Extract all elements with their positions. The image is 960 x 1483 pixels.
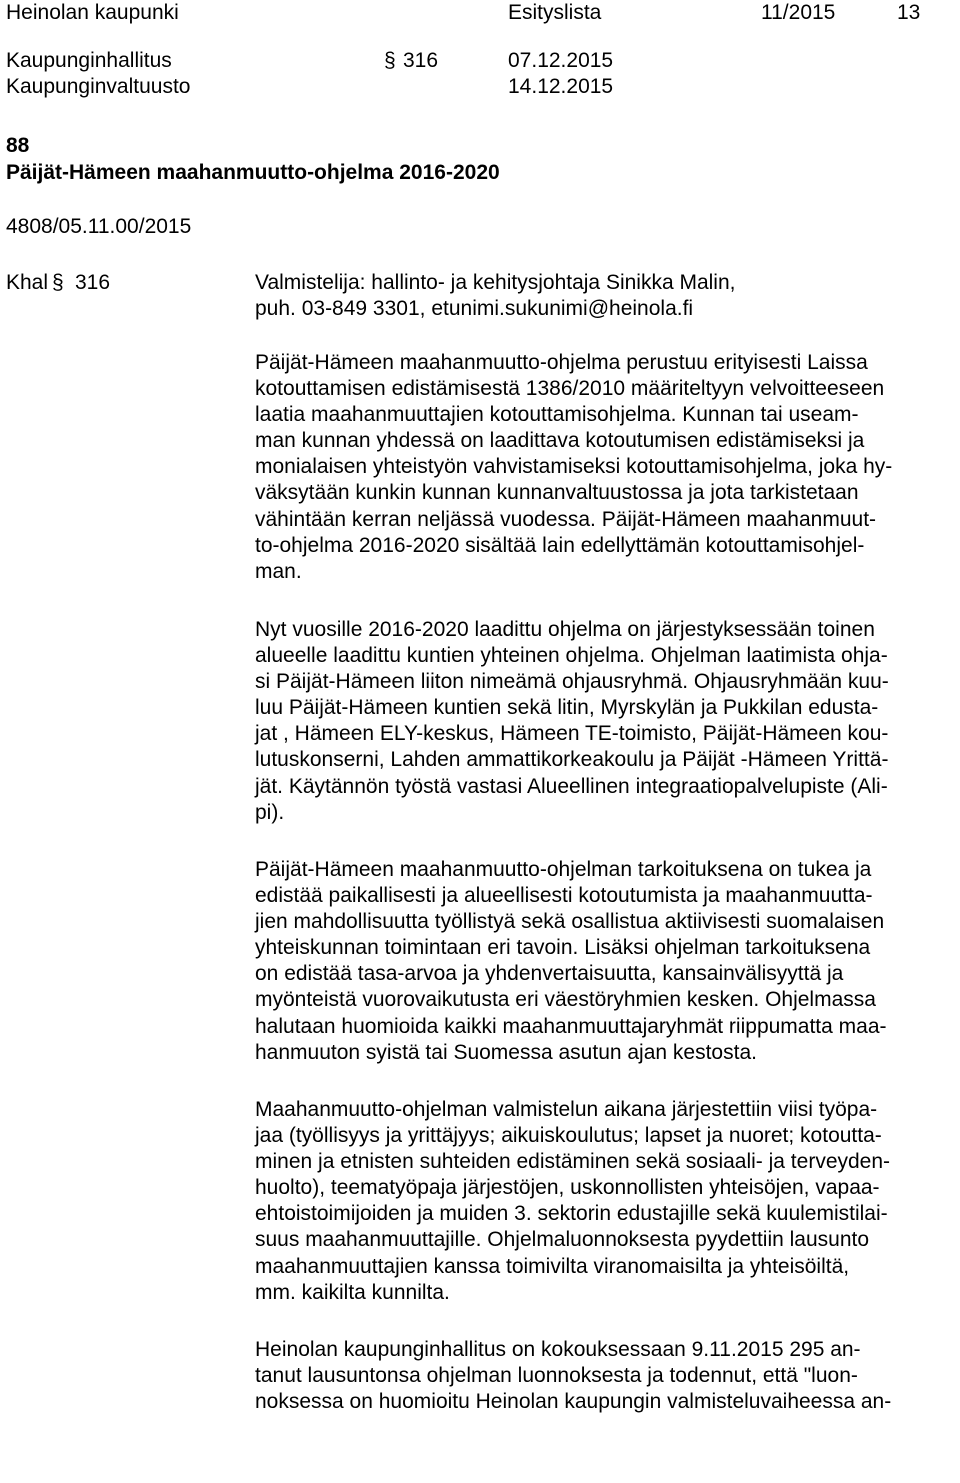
paragraph [255,1337,955,1415]
paragraph-line: to-ohjelma 2016-2020 sisältää lain edellyttämän kotouttamisohjel- [255,533,865,557]
paragraph-line: monialaisen yhteistyön vahvistamiseksi kotouttamisohjelma, joka hy- [255,455,893,479]
paragraph-line: myönteistä vuorovaikutusta eri väestöryhmien kesken. Ohjelmassa [255,988,876,1012]
paragraph-line: alueelle laadittu kuntien yhteinen ohjelma. Ohjelman laatimista ohja- [255,644,888,668]
paragraph-line: maahanmuuttajien kanssa toimivilta viranomaisilta ja yhteisöiltä, [255,1254,850,1278]
item-title: Päijät-Hämeen maahanmuutto-ohjelma 2016-2020 [6,161,500,184]
paragraph-line: ehtoistoimijoiden ja muiden 3. sektorin edustajille sekä kuulemistilai- [255,1202,888,1226]
paragraph-line: jaa (työllisyys ja yrittäjyys; aikuiskoulutus; lapset ja nuoret; kotoutta- [255,1124,882,1148]
section-sign-icon: § [384,49,396,72]
meeting-body: Kaupunginvaltuusto [6,75,191,98]
meeting-body: Kaupunginhallitus [6,49,172,72]
paragraph [255,350,955,585]
paragraph-line: si Päijät-Hämeen liiton nimeämä ohjausryhmä. Ohjausryhmään kuu- [255,670,889,694]
paragraph [255,857,955,1066]
paragraph-line: minen ja etnisten suhteiden edistäminen sekä sosiaali- ja terveyden- [255,1150,891,1174]
record-id: 4808/05.11.00/2015 [6,215,192,238]
preparer-line: Valmistelija: hallinto- ja kehitysjohtaja Sinikka Malin, [255,271,736,294]
meeting-date: 07.12.2015 [508,49,614,72]
paragraph [255,617,955,826]
paragraph-line: luu Päijät-Hämeen kuntien sekä litin, Myrskylän ja Pukkilan edusta- [255,696,879,720]
paragraph-line: väksytään kunkin kunnan kunnanvaltuustossa ja jota tarkistetaan [255,481,859,505]
section-sign-icon: § [52,271,64,294]
item-number: 88 [6,134,30,157]
paragraph-line: hanmuuton syistä tai Suomessa asutun ajan kestosta. [255,1040,757,1064]
paragraph-line: jat , Hämeen ELY-keskus, Hämeen TE-toimisto, Päijät-Hämeen kou- [255,722,889,746]
municipality-name: Heinolan kaupunki [6,1,179,24]
paragraph-line: jät. Käytännön työstä vastasi Alueellinen integraatiopalvelupiste (Ali- [255,774,888,798]
reference-label: Khal [6,271,49,294]
paragraph-line: laatia maahanmuuttajien kotouttamisohjelma. Kunnan tai useam- [255,403,859,427]
paragraph-line: halutaan huomioida kaikki maahanmuuttajaryhmät riippumatta maa- [255,1014,887,1038]
meeting-section: 316 [403,49,439,72]
paragraph-line: Heinolan kaupunginhallitus on kokouksessaan 9.11.2015 295 an- [255,1338,861,1361]
paragraph-line: yhteiskunnan toimintaan eri tavoin. Lisäksi ohjelman tarkoituksena [255,936,871,960]
paragraph-line: Päijät-Hämeen maahanmuutto-ohjelman tarkoituksena on tukea ja [255,858,872,881]
page-number: 13 [897,1,921,24]
paragraph-line: on edistää tasa-arvoa ja yhdenvertaisuutta, kansainvälisyyttä ja [255,962,844,986]
document-number: 11/2015 [761,1,836,24]
paragraph [255,1097,955,1306]
paragraph-line: vähintään kerran neljässä vuodessa. Päijät-Hämeen maahanmuut- [255,507,877,531]
preparer-info [255,270,955,322]
paragraph-line: Nyt vuosille 2016-2020 laadittu ohjelma on järjestyksessään toinen [255,618,875,641]
paragraph-line: lutuskonserni, Lahden ammattikorkeakoulu ja Päijät -Hämeen Yrittä- [255,748,889,772]
paragraph-line: pi). [255,800,285,824]
paragraph-line: tanut lausuntonsa ohjelman luonnoksesta ja todennut, että "luon- [255,1364,858,1388]
paragraph-line: man. [255,559,302,583]
paragraph-line: mm. kaikilta kunnilta. [255,1280,450,1304]
paragraph-line: Päijät-Hämeen maahanmuutto-ohjelma perustuu erityisesti Laissa [255,351,868,374]
paragraph-line: kotouttamisen edistämisestä 1386/2010 määriteltyyn velvoitteeseen [255,377,885,401]
document-type: Esityslista [508,1,602,24]
paragraph-line: man kunnan yhdessä on laadittava kotoutumisen edistämiseksi ja [255,429,865,453]
paragraph-line: huolto), teematyöpaja järjestöjen, uskonnollisten yhteisöjen, vapaa- [255,1176,880,1200]
paragraph-line: Maahanmuutto-ohjelman valmistelun aikana järjestettiin viisi työpa- [255,1098,878,1121]
preparer-line: puh. 03-849 3301, etunimi.sukunimi@heinola.fi [255,297,694,321]
reference-section: 316 [75,271,111,294]
paragraph-line: edistää paikallisesti ja alueellisesti kotoutumista ja maahanmuutta- [255,884,873,908]
paragraph-line: suus maahanmuuttajille. Ohjelmaluonnoksesta pyydettiin lausunto [255,1228,870,1252]
paragraph-line: noksessa on huomioitu Heinolan kaupungin valmisteluvaiheessa an- [255,1390,892,1414]
meeting-date: 14.12.2015 [508,75,614,98]
paragraph-line: jien mahdollisuutta työllistyä sekä osallistua aktiivisesti suomalaisen [255,910,885,934]
